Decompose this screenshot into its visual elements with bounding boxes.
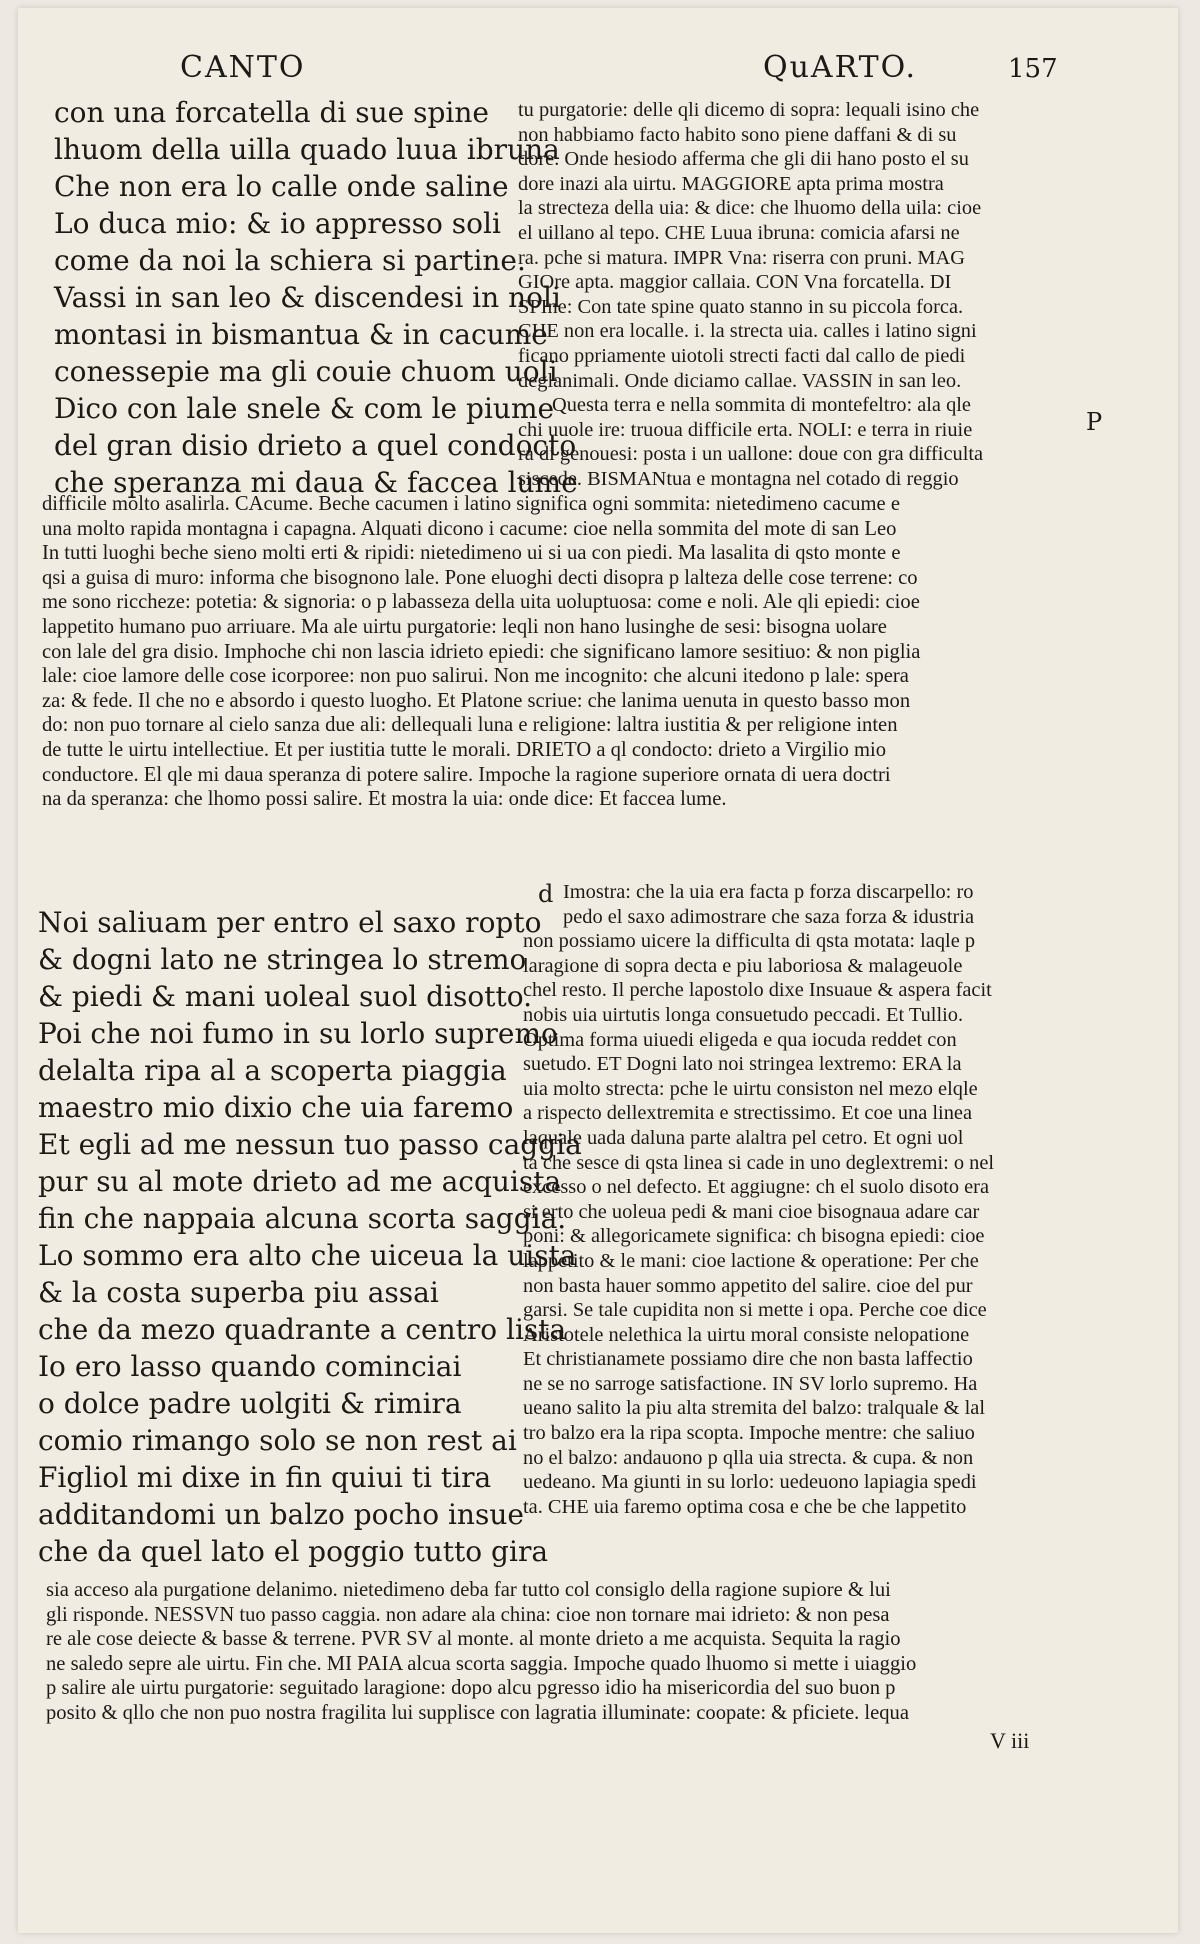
commentary-line: laragione di sopra decta e piu laboriosa & malageuole xyxy=(523,954,963,977)
commentary-line: ra. pche si matura. IMPR Vna: riserra con pruni. MAG xyxy=(518,246,965,269)
commentary-line: ne se no sarroge satisfactione. IN SV lorlo supremo. Ha xyxy=(523,1372,978,1395)
commentary-line: CHE non era localle. i. la strecta uia. calles i latino signi xyxy=(518,320,977,343)
commentary-full-1 xyxy=(42,492,920,812)
verse-line: che da mezo quadrante a centro lista xyxy=(38,1313,567,1346)
commentary-line: me sono riccheze: potetia: & signoria: o p labasseza della uita uoluptuosa: come e noli. Ale qli epiedi: cioe xyxy=(42,591,920,614)
verse-line: maestro mio dixio che uia faremo xyxy=(38,1091,514,1124)
commentary-line: si erto che uoleua pedi & mani cioe bisognaua adare car xyxy=(523,1200,980,1223)
commentary-line: p salire ale uirtu purgatorie: seguitado laragione: dopo alcu pgresso idio ha misericordia del suo buon p xyxy=(46,1677,896,1700)
commentary-line: Optima forma uiuedi eligeda e qua iocuda reddet con xyxy=(523,1028,957,1051)
verse-line: additandomi un balzo pocho insue xyxy=(38,1498,524,1531)
verse-line: Vassi in san leo & discendesi in noli xyxy=(54,281,561,314)
verse-line: montasi in bismantua & in cacume xyxy=(54,318,548,351)
commentary-line: nobis uia uirtutis longa consuetudo peccadi. Et Tullio. xyxy=(523,1003,964,1026)
verse-line: Noi saliuam per entro el saxo ropto xyxy=(38,906,542,939)
verse-line: Che non era lo calle onde saline xyxy=(54,170,509,203)
commentary-line: Imostra: che la uia era facta p forza discarpello: ro xyxy=(563,881,974,903)
commentary-line: deglanimali. Onde diciamo callae. VASSIN in san leo. xyxy=(518,369,962,392)
verse-line: Et egli ad me nessun tuo passo caggia xyxy=(38,1128,582,1161)
verse-line: Lo duca mio: & io appresso soli xyxy=(54,207,501,240)
commentary-line: ta. CHE uia faremo optima cosa e che be che lappetito xyxy=(523,1495,967,1518)
commentary-line: garsi. Se tale cupidita non si mette i opa. Perche coe dice xyxy=(523,1299,987,1322)
running-head-left: CANTO xyxy=(180,50,306,85)
commentary-line: difficile molto asalirla. CAcume. Beche cacumen i latino significa ogni sommita: nietedimeno cacume e xyxy=(42,493,900,515)
bleed-through-text xyxy=(458,48,467,81)
commentary-line: de tutte le uirtu intellectiue. Et per iustitia tutte le morali. DRIETO a ql condocto: drieto a Virgilio mio xyxy=(42,738,887,761)
verse-line: che da quel lato el poggio tutto gira xyxy=(38,1535,549,1568)
page-number: 157 xyxy=(1008,54,1058,84)
verse-line: Dico con lale snele & com le piume xyxy=(54,392,555,425)
commentary-line: chi uuole ire: truoua difficile erta. NOLI: e terra in riuie xyxy=(518,418,973,441)
commentary-line: ra di genouesi: posta i un uallone: doue con gra difficulta xyxy=(518,443,984,466)
verse-line: Poi che noi fumo in su lorlo supremo xyxy=(38,1017,558,1050)
commentary-line: laquale uada daluna parte alaltra pel cetro. Et ogni uol xyxy=(523,1126,964,1149)
commentary-line: non basta hauer sommo appetito del salire. cioe del pur xyxy=(523,1274,973,1297)
commentary-line: Et christianamete possiamo dire che non basta laffectio xyxy=(523,1348,973,1371)
commentary-line: GIOre apta. maggior callaia. CON Vna forcatella. DI xyxy=(518,271,952,294)
verse-line: lhuom della uilla quado luua ibruna xyxy=(54,133,560,166)
commentary-line: dore inazi ala uirtu. MAGGIORE apta prima mostra xyxy=(518,172,944,195)
commentary-line: za: & fede. Il che no e absordo i questo luogho. Et Platone scriue: che lanima uenuta in questo basso mon xyxy=(42,689,911,712)
verse-line: conessepie ma gli couie chuom uoli xyxy=(54,355,558,388)
commentary-line: re ale cose deiecte & basse & terrene. PVR SV al monte. al monte drieto a me acquista. Sequita la ragio xyxy=(46,1628,901,1651)
commentary-line: suetudo. ET Dogni lato noi stringea lextremo: ERA la xyxy=(523,1053,962,1076)
commentary-line: qsi a guisa di muro: informa che bisognono lale. Pone eluoghi decti disopra p lalteza delle cose terrene: co xyxy=(42,566,918,589)
commentary-line: lale: cioe lamore delle cose icorporee: non puo salirui. Non me incognito: che alcuni itedono p lale: spera xyxy=(42,665,909,688)
commentary-line: la strecteza della uia: & dice: che lhuomo della uila: cioe xyxy=(518,197,982,220)
commentary-line: Aristotele nelethica la uirtu moral consiste nelopatione xyxy=(523,1323,970,1346)
verse-block-2 xyxy=(38,904,582,1570)
verse-line: comio rimango solo se non rest ai xyxy=(38,1424,517,1457)
signature-mark: V iii xyxy=(990,1728,1030,1753)
commentary-line: lappetito & le mani: cioe lactione & operatione: Per che xyxy=(523,1249,979,1272)
commentary-line: Questa terra e nella sommita di montefeltro: ala qle xyxy=(552,394,971,417)
commentary-line: uia molto strecta: pche le uirtu consiston nel mezo elqle xyxy=(523,1077,978,1100)
verse-line: come da noi la schiera si partine. xyxy=(54,244,526,277)
commentary-line: In tutti luoghi beche sieno molti erti & ripidi: nietedimeno ui si ua con piedi. Ma lasalita di qsto monte e xyxy=(42,542,901,565)
verse-line: & dogni lato ne stringea lo stremo xyxy=(38,943,527,976)
commentary-line: siscede. BISMANtua e montagna nel cotado di reggio xyxy=(518,467,959,490)
commentary-full-2 xyxy=(46,1578,916,1726)
commentary-line: sia acceso ala purgatione delanimo. nietedimeno deba far tutto col consiglo della ragione supiore & lui xyxy=(46,1579,891,1601)
commentary-line: tro balzo era la ripa scopta. Impoche mentre: che saliuo xyxy=(523,1422,975,1445)
margin-letter-p: P xyxy=(1086,408,1103,436)
commentary-line: con lale del gra disio. Imphoche chi non lascia idrieto epiedi: che significano lamore sesitiuo: & non piglia xyxy=(42,640,921,663)
commentary-line: SPIne: Con tate spine quato stanno in su piccola forca. xyxy=(518,295,964,318)
commentary-line: non habbiamo facto habito sono piene daffani & di su xyxy=(518,123,957,146)
margin-letter-d: d xyxy=(538,880,554,908)
commentary-right-2 xyxy=(523,880,994,1519)
verse-line: con una forcatella di sue spine xyxy=(54,96,489,129)
commentary-line: uedeano. Ma giunti in su lorlo: uedeuono lapiagia spedi xyxy=(523,1471,977,1494)
verse-line: che speranza mi daua & faccea lume xyxy=(54,466,578,499)
verse-line: delalta ripa al a scoperta piaggia xyxy=(38,1054,507,1087)
commentary-line: lappetito humano puo arriuare. Ma ale uirtu purgatorie: leqli non hano lusinghe de sesi: bisogna uolare xyxy=(42,615,887,638)
book-page xyxy=(18,8,1178,1933)
commentary-line: do: non puo tornare al cielo sanza due ali: dellequali luna e religione: laltra iustitia & per religione inten xyxy=(42,714,898,737)
verse-block-1 xyxy=(54,94,578,501)
commentary-line: excesso o nel defecto. Et aggiugne: ch el suolo disoto era xyxy=(523,1176,990,1199)
commentary-line: ne saledo sepre ale uirtu. Fin che. MI PAIA alcua scorta saggia. Impoche quado lhuomo si mette i uiaggio xyxy=(46,1652,917,1675)
commentary-line: poni: & allegoricamete significa: ch bisogna epiedi: cioe xyxy=(523,1225,985,1248)
verse-line: Lo sommo era alto che uiceua la uista xyxy=(38,1239,577,1272)
commentary-line: chel resto. Il perche lapostolo dixe Insuaue & aspera facit xyxy=(523,979,992,1002)
commentary-line: dore. Onde hesiodo afferma che gli dii hano posto el su xyxy=(518,148,969,171)
commentary-line: na da speranza: che lhomo possi salire. Et mostra la uia: onde dice: Et faccea lume. xyxy=(42,788,727,811)
verse-line: fin che nappaia alcuna scorta saggia. xyxy=(38,1202,567,1235)
commentary-line: tu purgatorie: delle qli dicemo di sopra: lequali isino che xyxy=(518,99,980,121)
verse-line: pur su al mote drieto ad me acquista xyxy=(38,1165,562,1198)
verse-line: Figliol mi dixe in fin quiui ti tira xyxy=(38,1461,492,1494)
verse-line: del gran disio drieto a quel condocto xyxy=(54,429,577,462)
commentary-line: ueano salito la piu alta stremita del balzo: tralquale & lal xyxy=(523,1397,986,1420)
verse-line: & piedi & mani uoleal suol disotto. xyxy=(38,980,532,1013)
commentary-line: no el balzo: andauono p qlla uia strecta. & cupa. & non xyxy=(523,1446,974,1469)
commentary-line: a rispecto dellextremita e strectissimo. Et coe una linea xyxy=(523,1102,972,1125)
commentary-line: conductore. El qle mi daua speranza di potere salire. Impoche la ragione superiore ornata di uera doctri xyxy=(42,763,891,786)
commentary-line: non possiamo uicere la difficulta di qsta motata: laqle p xyxy=(523,930,976,953)
commentary-line: una molto rapida montagna i capagna. Alquati dicono i cacume: cioe nella sommita del mote di san Leo xyxy=(42,517,897,540)
commentary-line: ficano ppriamente uiotoli strecti facti dal callo de piedi xyxy=(518,344,966,367)
running-head-center: QuARTO. xyxy=(763,50,918,85)
verse-line: & la costa superba piu assai xyxy=(38,1276,439,1309)
commentary-line: ta che sesce di qsta linea si cade in uno deglextremi: o nel xyxy=(523,1151,995,1174)
commentary-line: pedo el saxo adimostrare che saza forza & idustria xyxy=(563,905,975,928)
commentary-line: posito & qllo che non puo nostra fragilita lui supplisce con lagratia illuminate: coopate: & pficiete. lequa xyxy=(46,1701,909,1724)
commentary-line: el uillano al tepo. CHE Luua ibruna: comicia afarsi ne xyxy=(518,221,960,244)
commentary-right-1 xyxy=(518,98,983,492)
verse-line: o dolce padre uolgiti & rimira xyxy=(38,1387,462,1420)
commentary-line: gli risponde. NESSVN tuo passo caggia. non adare ala china: cioe non tornare mai idrieto: & non pesa xyxy=(46,1603,890,1626)
verse-line: Io ero lasso quando cominciai xyxy=(38,1350,462,1383)
